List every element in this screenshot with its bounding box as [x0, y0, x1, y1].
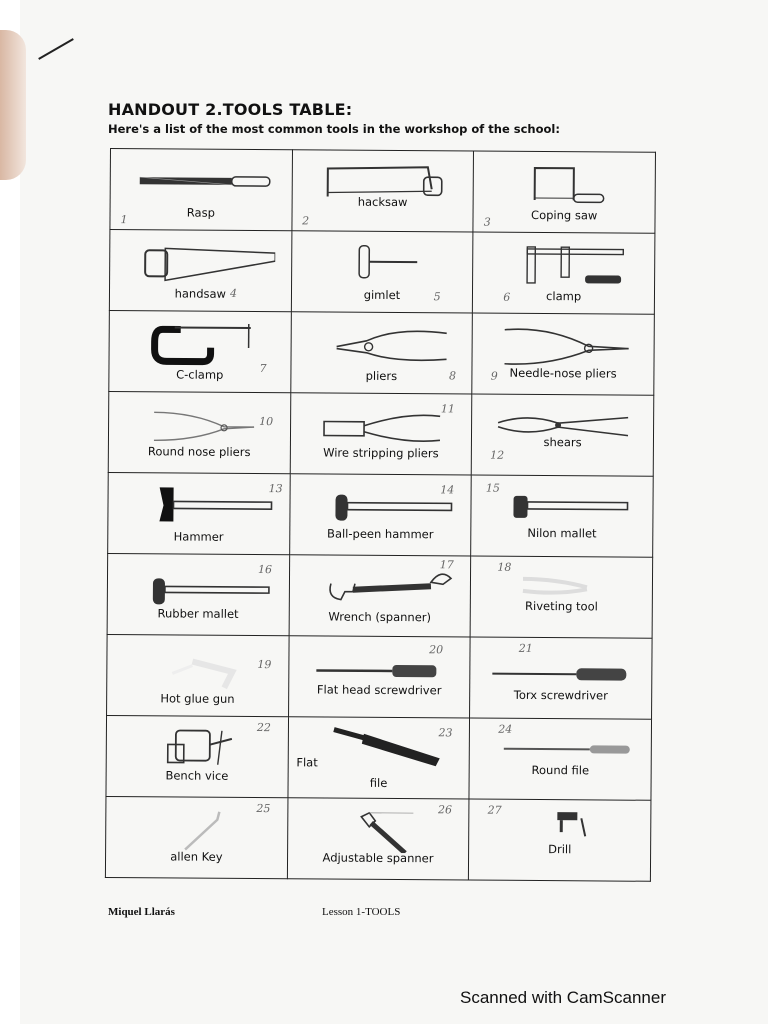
table-row	[107, 634, 653, 719]
tool-number: 19	[257, 658, 272, 672]
tool-cell	[105, 796, 287, 878]
tool-number: 3	[483, 215, 491, 229]
tools-table	[105, 148, 656, 882]
wire-stripping-pliers-icon	[306, 401, 456, 448]
tool-cell	[469, 718, 651, 800]
bench-vice-icon	[122, 724, 272, 771]
tool-number: 14	[440, 483, 455, 497]
tool-label: Round file	[531, 762, 590, 778]
finger-edge	[0, 30, 26, 180]
tool-label: file	[369, 775, 388, 790]
coping-saw-icon	[489, 160, 639, 207]
tool-number: 12	[490, 448, 505, 462]
tool-label: Rasp	[186, 205, 215, 220]
handout-subtitle: Here's a list of the most common tools in the workshop of the school:	[108, 122, 560, 136]
tool-cell	[106, 715, 288, 797]
tool-cell	[473, 232, 655, 314]
tool-label: Flat head screwdriver	[316, 682, 442, 698]
tool-label: Bench vice	[165, 768, 229, 783]
tool-number: 8	[449, 369, 457, 383]
tool-label: Hammer	[173, 529, 224, 544]
rasp-icon	[126, 157, 276, 204]
tool-label: shears	[543, 435, 582, 450]
tool-number: 7	[259, 362, 267, 376]
tool-cell	[289, 555, 471, 637]
table-row	[106, 715, 652, 800]
tool-cell	[291, 231, 473, 313]
table-row	[108, 391, 654, 476]
tool-label: Wire stripping pliers	[323, 445, 439, 461]
tool-cell	[109, 230, 291, 312]
handsaw-icon	[125, 238, 275, 285]
table-row	[109, 310, 655, 395]
nylon-mallet-icon	[485, 481, 637, 531]
tool-number: 27	[487, 803, 502, 817]
table-row	[105, 796, 651, 881]
tool-label: Rubber mallet	[157, 606, 239, 621]
tool-number: 6	[503, 290, 511, 304]
tool-number: 16	[258, 563, 273, 577]
tool-label: Hot glue gun	[160, 691, 235, 706]
tool-label: hacksaw	[357, 194, 408, 210]
gimlet-icon	[307, 239, 457, 286]
torx-screwdriver-icon	[486, 646, 636, 693]
tool-label: Ball-peen hammer	[327, 526, 434, 542]
tool-label: clamp	[546, 289, 582, 304]
tool-number: 21	[518, 641, 533, 655]
adjustable-spanner-icon	[303, 806, 453, 853]
tool-cell	[289, 474, 471, 556]
tool-label: Needle-nose pliers	[509, 365, 617, 381]
round-nose-pliers-icon	[124, 400, 274, 447]
tool-number: 18	[497, 560, 512, 574]
tool-number: 20	[429, 643, 444, 657]
tool-number: 15	[485, 481, 500, 495]
tool-cell	[108, 472, 290, 554]
table-row	[110, 149, 656, 234]
tool-label: Wrench (spanner)	[328, 609, 432, 625]
tool-number: 23	[438, 726, 453, 740]
tool-cell	[107, 634, 289, 716]
tool-cell	[109, 310, 291, 392]
pliers-icon	[306, 320, 456, 367]
table-row	[109, 230, 655, 315]
tool-number: 1	[120, 213, 128, 227]
tool-label: Torx screwdriver	[513, 687, 608, 703]
tool-cell	[290, 393, 472, 475]
tool-cell	[290, 312, 472, 394]
tool-number: 22	[256, 721, 272, 735]
flat-file-icon	[304, 725, 454, 772]
tool-label: allen Key	[170, 849, 223, 864]
tool-label: Riveting tool	[525, 598, 598, 614]
tool-cell	[108, 391, 290, 473]
tool-cell	[473, 151, 655, 233]
tools-table-wrap	[105, 148, 656, 872]
tool-number: 26	[437, 803, 453, 817]
tool-number: 5	[433, 290, 441, 304]
rubber-mallet-icon	[123, 562, 273, 609]
tool-number: 10	[259, 415, 274, 429]
tool-label: C-clamp	[176, 367, 224, 382]
tool-cell	[472, 313, 654, 395]
tool-cell	[288, 636, 470, 718]
tool-number: 17	[439, 558, 454, 572]
tool-cell	[110, 149, 292, 231]
footer-author: Miquel Llarás	[108, 906, 175, 918]
wrench-icon	[305, 563, 455, 610]
tool-label: Drill	[548, 842, 572, 857]
tool-cell	[470, 637, 652, 719]
clamp-icon	[489, 241, 639, 288]
tool-cell	[469, 799, 651, 881]
tool-label: handsaw	[174, 286, 227, 301]
tool-cell	[471, 475, 653, 557]
needle-nose-pliers-icon	[488, 322, 638, 369]
tool-label: Nilon mallet	[527, 525, 597, 541]
tool-label: gimlet	[363, 287, 401, 303]
c-clamp-icon	[125, 319, 275, 366]
tool-cell	[288, 717, 470, 799]
tool-number: 13	[268, 482, 283, 496]
tool-number: 4	[229, 286, 238, 300]
tool-number: 9	[490, 369, 498, 383]
tool-label: Round nose pliers	[147, 444, 251, 459]
tool-cell	[287, 798, 469, 880]
tool-number: 24	[498, 722, 513, 736]
tool-label: Adjustable spanner	[322, 850, 434, 866]
hammer-icon	[124, 481, 274, 528]
table-row	[108, 472, 654, 557]
footer-lesson: Lesson 1-TOOLS	[322, 906, 401, 918]
tool-label: pliers	[365, 368, 398, 384]
tool-number: 25	[256, 802, 271, 816]
tool-label-extra: Flat	[296, 755, 318, 770]
tool-cell	[472, 394, 654, 476]
tool-label: Coping saw	[531, 207, 598, 223]
camscanner-watermark: Scanned with CamScanner	[460, 988, 667, 1007]
hot-glue-gun-icon	[123, 643, 273, 690]
tool-number: 11	[440, 402, 455, 416]
tool-cell	[107, 553, 289, 635]
tool-cell	[292, 150, 474, 232]
tool-number: 2	[302, 214, 310, 228]
ball-peen-hammer-icon	[305, 482, 455, 529]
handout-title: HANDOUT 2.TOOLS TABLE:	[108, 100, 353, 119]
table-row	[107, 553, 653, 638]
allen-key-icon	[121, 805, 271, 852]
tool-cell	[470, 556, 652, 638]
